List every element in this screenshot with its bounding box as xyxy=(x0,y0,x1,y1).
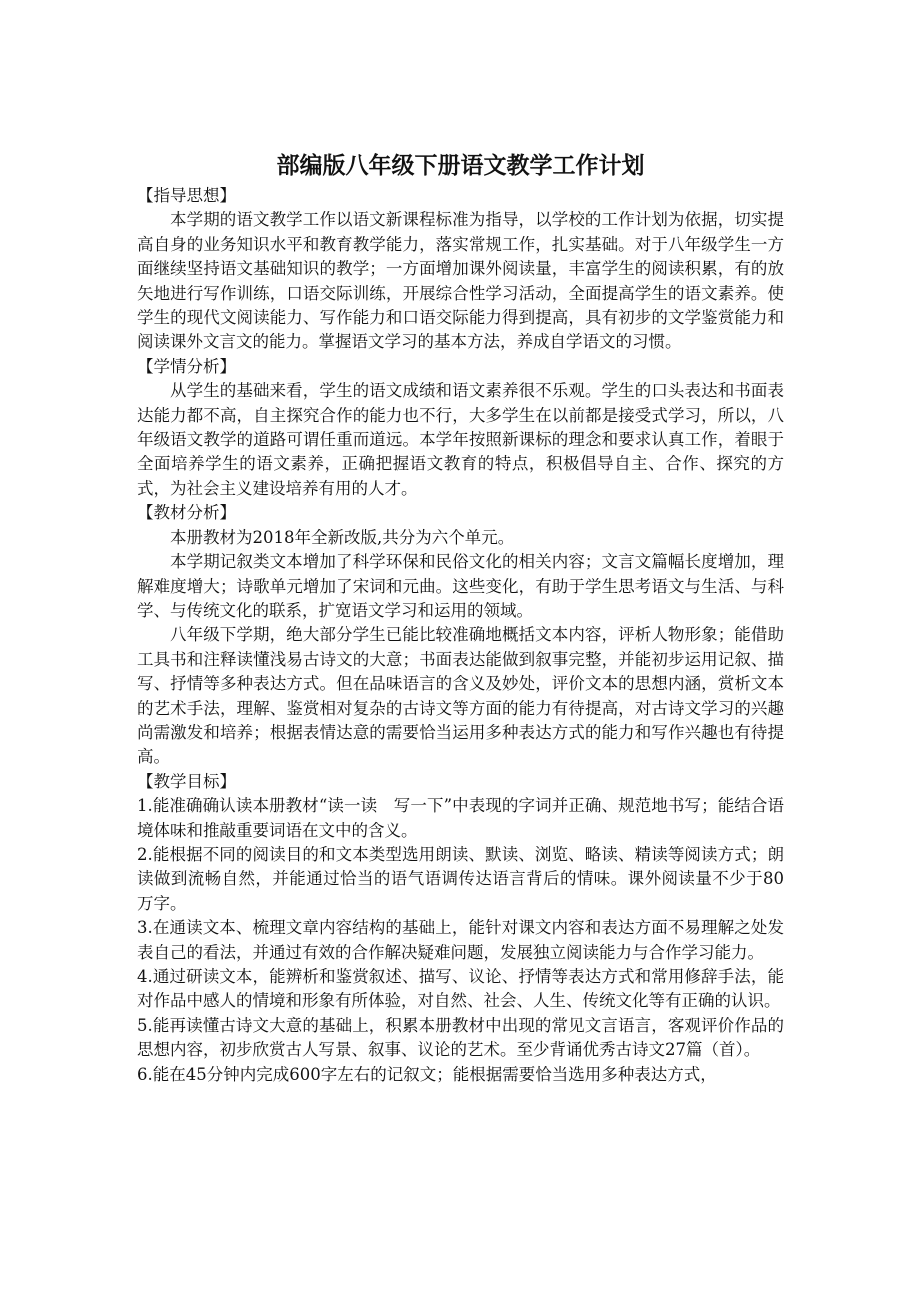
paragraph: 本学期记叙类文本增加了科学环保和民俗文化的相关内容；文言文篇幅长度增加，理解难度增大；诗歌单元增加了宋词和元曲。这些变化，有助于学生思考语文与生活、与科学、与传统文化的联系，扩宽语文学习和运用的领域。 xyxy=(137,552,784,620)
goal-item: 2.能根据不同的阅读目的和文本类型选用朗读、默读、浏览、略读、精读等阅读方式；朗读做到流畅自然，并能通过恰当的语气语调传达语言背后的情味。课外阅读量不少于80万字。 xyxy=(137,844,784,913)
paragraph: 八年级下学期，绝大部分学生已能比较准确地概括文本内容，评析人物形象；能借助工具书和注释读懂浅易古诗文的大意；书面表达能做到叙事完整，并能初步运用记叙、描写、抒情等多种表达方式。但在品味语言的含义及妙处，评价文本的思想内涵，赏析文本的艺术手法，理解、鉴赏相对复杂的古诗文等方面的能力有待提高，对古诗文学习的兴趣尚需激发和培养；根据表情达意的需要恰当运用多种表达方式的能力和写作兴趣也有待提高。 xyxy=(137,625,784,767)
goal-item: 5.能再读懂古诗文大意的基础上，积累本册教材中出现的常见文言语言，客观评价作品的思想内容，初步欣赏古人写景、叙事、议论的艺术。至少背诵优秀古诗文27篇（首）。 xyxy=(137,1015,784,1060)
goal-item: 1.能准确确认读本册教材“读一读 写一下”中表现的字词并正确、规范地书写；能结合语境体味和推敲重要词语在文中的含义。 xyxy=(137,796,784,840)
section-heading: 【学情分析】 xyxy=(137,356,236,376)
section-heading: 【指导思想】 xyxy=(137,186,236,205)
section-teaching-goals xyxy=(137,770,784,1087)
paragraph: 本学期的语文教学工作以语文新课程标准为指导，以学校的工作计划为依据，切实提高自身的业务知识水平和教育教学能力，落实常规工作，扎实基础。对于八年级学生一方面继续坚持语文基础知识的教学；一方面增加课外阅读量，丰富学生的阅读积累，有的放矢地进行写作训练，口语交际训练，开展综合性学习活动，全面提高学生的语文素养。使学生的现代文阅读能力、写作能力和口语交际能力得到提高，具有初步的文学鉴赏能力和阅读课外文言文的能力。掌握语文学习的基本方法，养成自学语文的习惯。 xyxy=(137,210,784,352)
document-title: 部编版八年级下册语文教学工作计划 xyxy=(276,153,645,179)
goal-item: 6.能在45分钟内完成600字左右的记叙文；能根据需要恰当选用多种表达方式， xyxy=(137,1064,717,1084)
section-guiding-ideology xyxy=(137,184,784,355)
section-heading: 【教材分析】 xyxy=(137,503,236,523)
goal-item: 3.在通读文本、梳理文章内容结构的基础上，能针对课文内容和表达方面不易理解之处发表自己的看法，并通过有效的合作解决疑难问题，发展独立阅读能力与合作学习能力。 xyxy=(137,918,784,962)
goal-item: 4.通过研读文本，能辨析和鉴赏叙述、描写、议论、抒情等表达方式和常用修辞手法，能对作品中感人的情境和形象有所体验，对自然、社会、人生、传统文化等有正确的认识。 xyxy=(137,967,784,1011)
paragraph: 本册教材为2018年全新改版,共分为六个单元。 xyxy=(170,527,515,547)
section-student-analysis xyxy=(137,355,784,501)
section-textbook-analysis xyxy=(137,501,784,769)
document-page xyxy=(137,150,784,1087)
paragraph: 从学生的基础来看，学生的语文成绩和语文素养很不乐观。学生的口头表达和书面表达能力都不高，自主探究合作的能力也不行，大多学生在以前都是接受式学习，所以，八年级语文教学的道路可谓任重而道远。本学年按照新课标的理念和要求认真工作，着眼于全面培养学生的语文素养，正确把握语文教育的特点，积极倡导自主、合作、探究的方式，为社会主义建设培养有用的人才。 xyxy=(137,381,784,498)
section-heading: 【教学目标】 xyxy=(137,771,236,791)
